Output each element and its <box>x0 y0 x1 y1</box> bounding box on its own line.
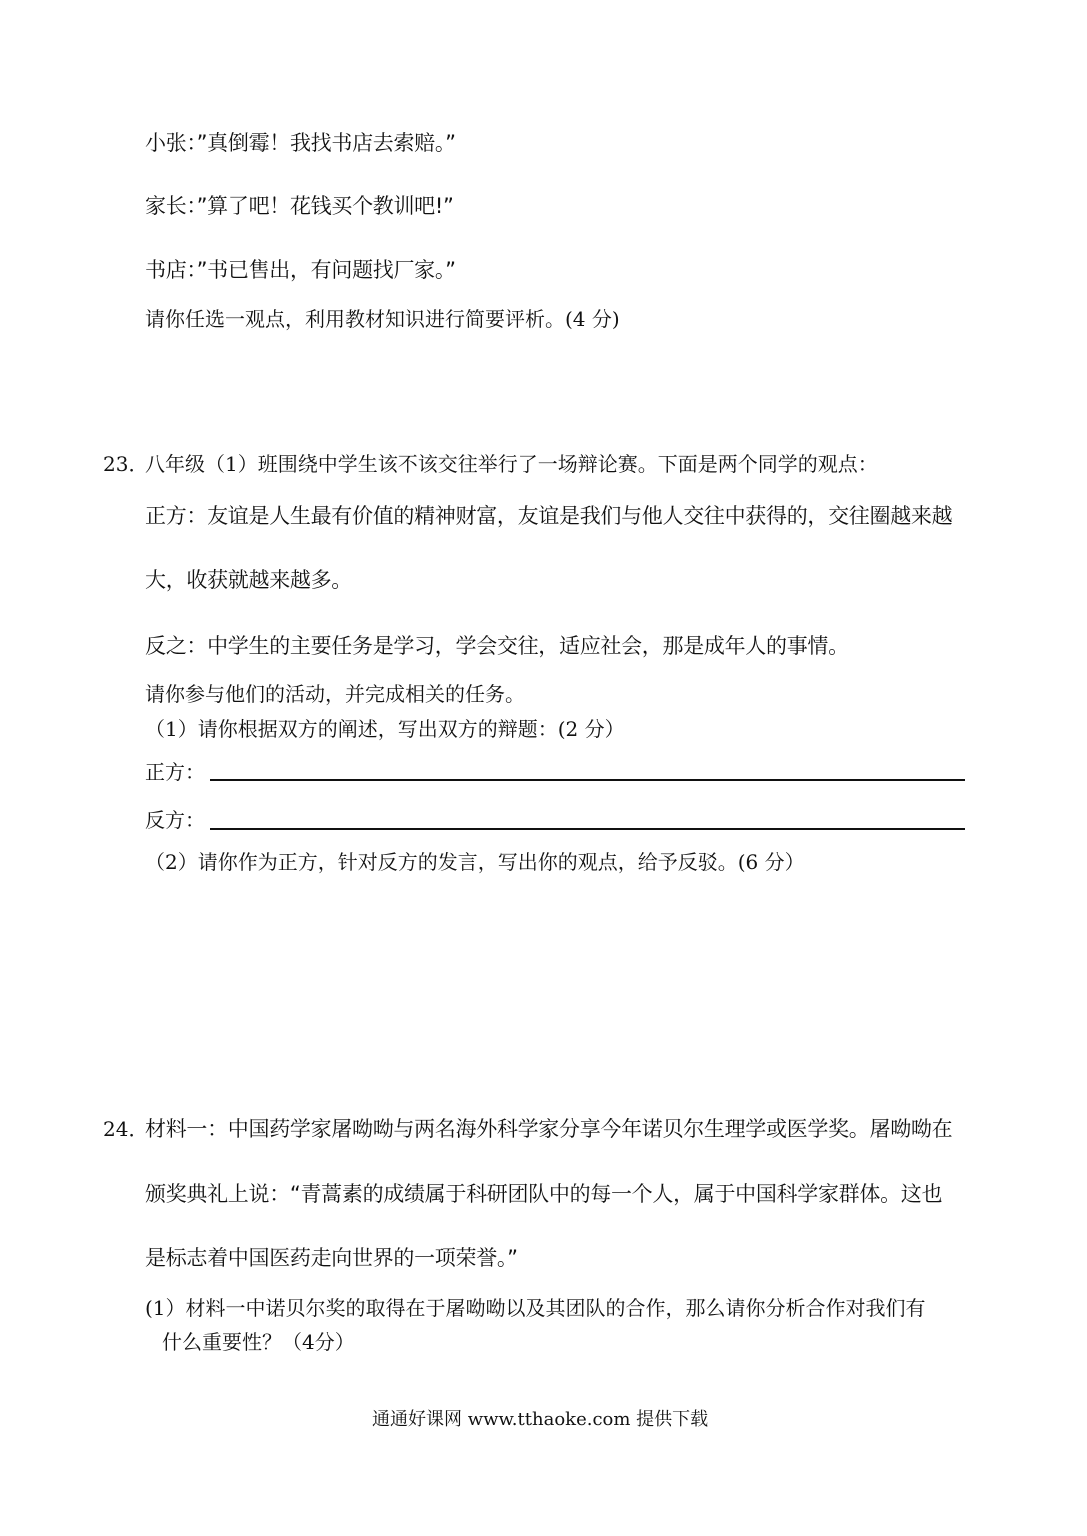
q23-con: 反之：中学生的主要任务是学习，学会交往，适应社会，那是成年人的事情。 <box>145 634 849 658</box>
question-number-23: 23． <box>103 452 149 476</box>
q23-pro-line2: 大，收获就越来越多。 <box>145 568 352 592</box>
q23-pro-line1: 正方：友谊是人生最有价值的精神财富，友谊是我们与他人交往中获得的，交往圈越来越 <box>145 504 953 528</box>
dialogue-xiaozhang: 小张：”真倒霉！我找书店去索赔。” <box>145 131 456 155</box>
dialogue-bookstore: 书店：”书已售出，有问题找厂家。” <box>145 258 456 282</box>
question-number-24: 24． <box>103 1117 149 1141</box>
q23-con-answer-blank[interactable] <box>210 828 965 830</box>
q24-material-line3: 是标志着中国医药走向世界的一项荣誉。” <box>145 1246 518 1270</box>
q23-pro-answer-blank[interactable] <box>210 779 965 781</box>
q23-sub1: （1）请你根据双方的阐述，写出双方的辩题：(2 分） <box>145 717 625 741</box>
q24-material-line2: 颁奖典礼上说：“青蒿素的成绩属于科研团队中的每一个人，属于中国科学家群体。这也 <box>145 1182 943 1206</box>
q23-pro-label: 正方： <box>145 760 205 784</box>
q23-sub2: （2）请你作为正方，针对反方的发言，写出你的观点，给予反驳。(6 分） <box>145 850 805 874</box>
q24-sub1-line1: (1）材料一中诺贝尔奖的取得在于屠呦呦以及其团队的合作，那么请你分析合作对我们有 <box>145 1296 926 1320</box>
dialogue-parent: 家长：”算了吧！花钱买个教训吧!” <box>145 194 454 218</box>
q23-stem: 八年级（1）班围绕中学生该不该交往举行了一场辩论赛。下面是两个同学的观点： <box>145 452 878 476</box>
q24-sub1-line2: 什么重要性？（4分） <box>162 1330 355 1354</box>
dialogue-prompt: 请你任选一观点，利用教材知识进行简要评析。(4 分) <box>145 307 620 331</box>
q24-material-line1: 材料一：中国药学家屠呦呦与两名海外科学家分享今年诺贝尔生理学或医学奖。屠呦呦在 <box>145 1117 953 1141</box>
page-footer: 通通好课网 www.tthaoke.com 提供下载 <box>372 1409 709 1430</box>
q23-con-label: 反方： <box>145 808 205 832</box>
q23-instruction: 请你参与他们的活动，并完成相关的任务。 <box>145 682 525 706</box>
